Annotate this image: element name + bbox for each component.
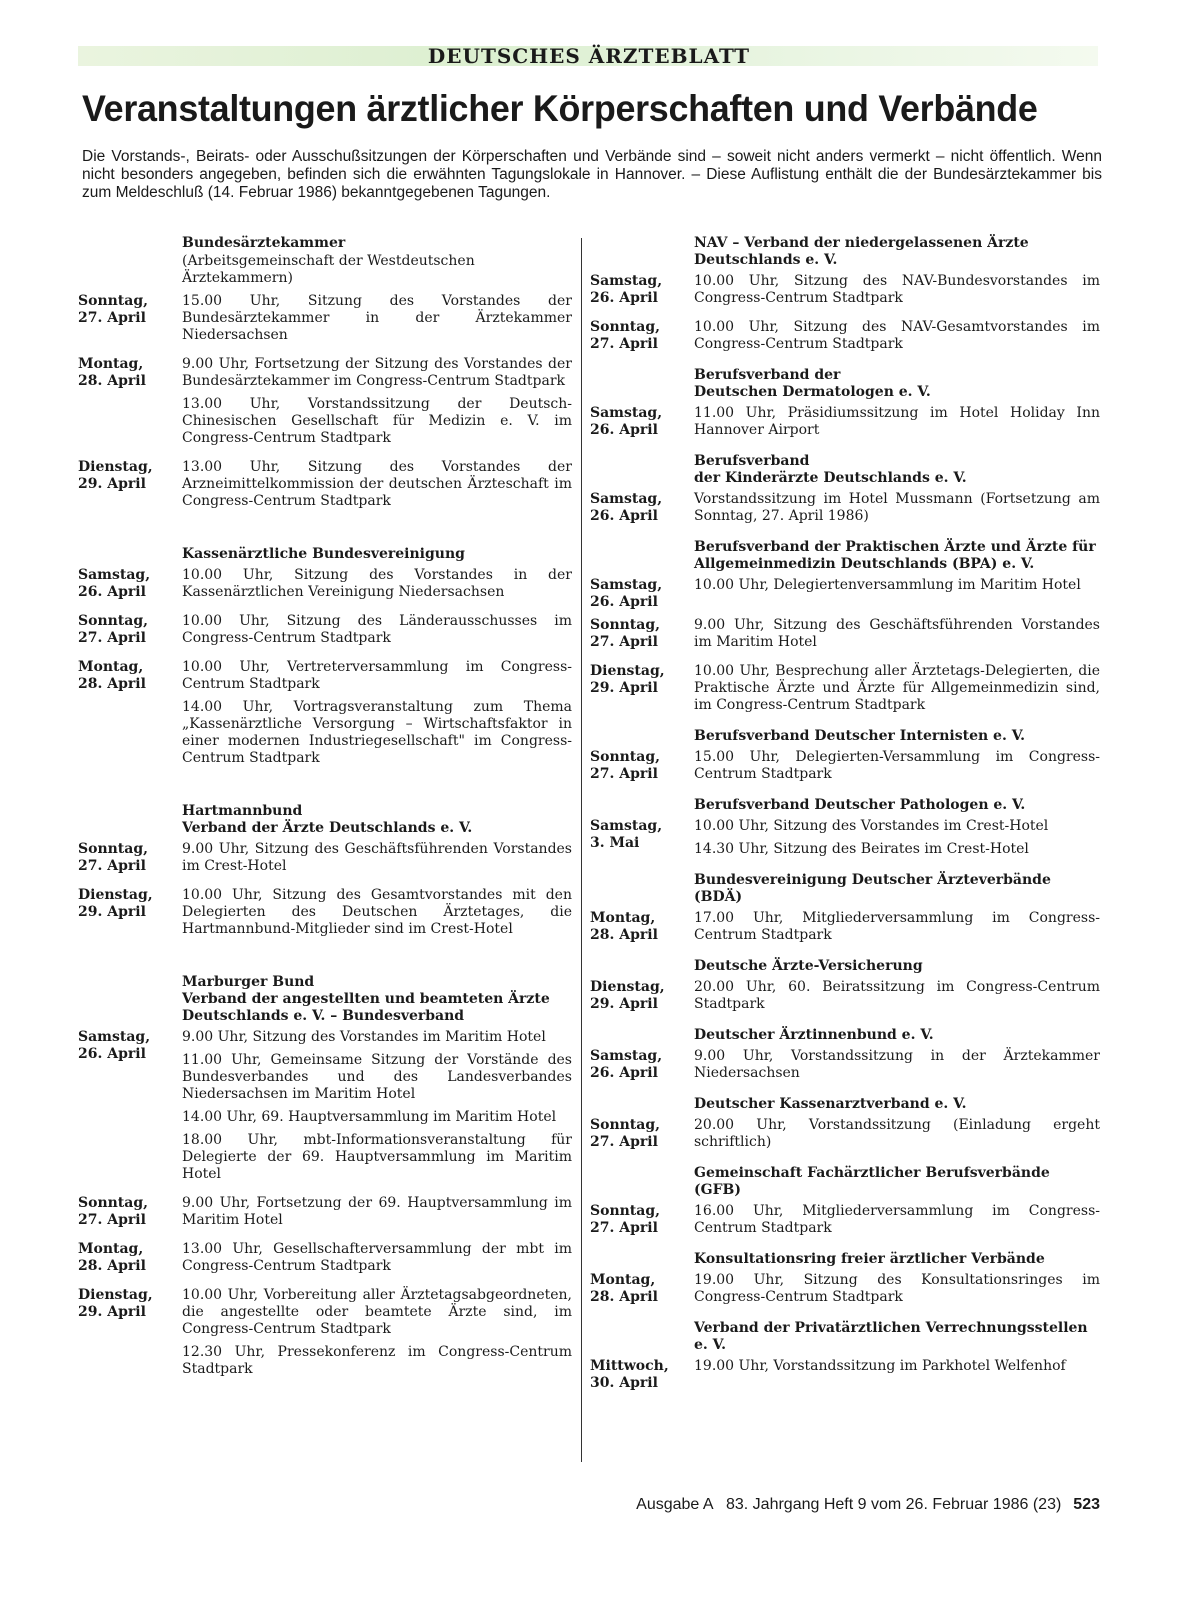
org-section — [78, 974, 572, 1384]
event-item: 9.00 Uhr, Sitzung des Vorstandes im Maritim Hotel — [182, 1029, 546, 1045]
event-entry — [590, 1272, 1100, 1312]
event-date: Samstag, 26. April — [590, 577, 663, 610]
org-section — [590, 1096, 1100, 1157]
column-divider — [581, 238, 582, 1462]
org-section — [590, 1320, 1100, 1392]
org-name: Kassenärztliche Bundesvereinigung — [182, 546, 465, 562]
event-items — [694, 910, 1100, 950]
event-entry — [590, 1358, 1100, 1392]
event-item: 10.00 Uhr, Sitzung des NAV-Bundesvorstandes im Congress-Centrum Stadtpark — [694, 273, 1100, 306]
event-date: Samstag, 3. Mai — [590, 818, 663, 851]
event-entry — [78, 1029, 572, 1189]
event-items — [182, 1287, 572, 1384]
event-entry — [78, 1287, 572, 1384]
event-items — [182, 613, 572, 653]
event-date: Sonntag, 27. April — [590, 1203, 661, 1236]
event-items — [182, 567, 572, 607]
event-item: 10.00 Uhr, Vorbereitung aller Ärztetagsabgeordneten, die angestellte oder beamtete Ärzte sind, im Congress-Centrum Stadtpark — [182, 1287, 572, 1337]
event-item: 14.30 Uhr, Sitzung des Beirates im Crest-Hotel — [694, 841, 1029, 857]
event-item: 10.00 Uhr, Besprechung aller Ärztetags-Delegierten, die Praktische Ärzte und Ärzte für Allgemeinmedizin sind, im Congress-Centrum Stadtpark — [694, 663, 1100, 713]
event-item: 9.00 Uhr, Fortsetzung der Sitzung des Vorstandes der Bundesärztekammer im Congress-Centrum Stadtpark — [182, 356, 572, 389]
event-item: 10.00 Uhr, Vertreterversammlung im Congress-Centrum Stadtpark — [182, 659, 572, 692]
event-item: 9.00 Uhr, Sitzung des Geschäftsführenden Vorstandes im Crest-Hotel — [182, 841, 572, 874]
event-entry — [590, 818, 1100, 864]
event-items — [182, 1195, 572, 1235]
page-number: 523 — [1073, 1496, 1100, 1513]
org-section — [78, 546, 572, 773]
event-items — [694, 1358, 1100, 1392]
intro-paragraph: Die Vorstands-, Beirats- oder Ausschußsitzungen der Körperschaften und Verbände sind – soweit nicht anders vermerkt – nicht öffentlich. Wenn nicht besonders angegeben, befinden sich die erwähnten Tagungslokale in Hannover. – Diese Auflistung enthält die der Bundesärztekammer bis zum Meldeschluß (14. Februar 1986) bekanntgegebenen Tagungen. — [82, 148, 1102, 201]
event-items — [694, 577, 1100, 611]
masthead: DEUTSCHES ÄRZTEBLATT — [427, 44, 751, 68]
org-name: Deutscher Ärztinnenbund e. V. — [694, 1027, 934, 1043]
org-section — [590, 539, 1100, 720]
event-entry — [78, 1241, 572, 1281]
org-section — [590, 235, 1100, 359]
event-items — [694, 1048, 1100, 1088]
section-gap — [78, 781, 572, 803]
org-name: Konsultationsring freier ärztlicher Verbände — [694, 1251, 1045, 1267]
event-item: 14.00 Uhr, Vortragsveranstaltung zum Thema „Kassenärztliche Versorgung – Wirtschaftsfaktor in einer modernen Industriegesellschaft" im Congress-Centrum Stadtpark — [182, 699, 572, 766]
event-date: Montag, 28. April — [590, 910, 658, 943]
event-entry — [590, 1117, 1100, 1157]
event-date: Dienstag, 29. April — [590, 663, 665, 696]
org-name: Berufsverband der Praktischen Ärzte und Ärzte für Allgemeinmedizin Deutschlands (BPA) e. V. — [694, 539, 1096, 572]
event-item: 16.00 Uhr, Mitgliederversammlung im Congress-Centrum Stadtpark — [694, 1203, 1100, 1236]
event-entry — [590, 979, 1100, 1019]
event-item: 20.00 Uhr, Vorstandssitzung (Einladung ergeht schriftlich) — [694, 1117, 1100, 1150]
event-date: Dienstag, 29. April — [590, 979, 665, 1012]
event-items — [182, 887, 572, 944]
event-items — [694, 1203, 1100, 1243]
section-gap — [78, 952, 572, 974]
event-item: 9.00 Uhr, Sitzung des Geschäftsführenden Vorstandes im Maritim Hotel — [694, 617, 1100, 650]
org-name: Verband der Privatärztlichen Verrechnungsstellen e. V. — [694, 1320, 1088, 1353]
event-items — [694, 1272, 1100, 1312]
section-gap — [78, 524, 572, 546]
event-entry — [590, 749, 1100, 789]
event-item: 10.00 Uhr, Sitzung des Vorstandes im Crest-Hotel — [694, 818, 1049, 834]
page-footer — [0, 1496, 1100, 1514]
event-item: 12.30 Uhr, Pressekonferenz im Congress-Centrum Stadtpark — [182, 1344, 572, 1377]
event-date: Samstag, 26. April — [78, 567, 151, 600]
org-section — [78, 803, 572, 944]
event-entry — [78, 567, 572, 607]
event-item: Vorstandssitzung im Hotel Mussmann (Fortsetzung am Sonntag, 27. April 1986) — [694, 491, 1100, 524]
event-entry — [78, 356, 572, 453]
event-entry — [590, 491, 1100, 531]
org-section — [590, 1165, 1100, 1243]
org-section — [590, 453, 1100, 531]
event-item: 10.00 Uhr, Delegiertenversammlung im Maritim Hotel — [694, 577, 1081, 593]
event-entry — [590, 405, 1100, 445]
event-date: Sonntag, 27. April — [78, 841, 149, 874]
org-section — [78, 235, 572, 516]
event-items — [694, 979, 1100, 1019]
org-section — [590, 367, 1100, 445]
event-item: 20.00 Uhr, 60. Beiratssitzung im Congress-Centrum Stadtpark — [694, 979, 1100, 1012]
event-date: Sonntag, 27. April — [590, 617, 661, 650]
event-items — [182, 459, 572, 516]
event-date: Montag, 28. April — [78, 1241, 146, 1274]
event-entry — [590, 1048, 1100, 1088]
event-entry — [78, 293, 572, 350]
org-name: Berufsverband der Kinderärzte Deutschlands e. V. — [694, 453, 967, 486]
event-item: 10.00 Uhr, Sitzung des Vorstandes in der Kassenärztlichen Vereinigung Niedersachsen — [182, 567, 572, 600]
event-items — [182, 356, 572, 453]
org-name: Deutsche Ärzte-Versicherung — [694, 958, 923, 974]
org-name: Deutscher Kassenarztverband e. V. — [694, 1096, 967, 1112]
org-name: NAV – Verband der niedergelassenen Ärzte Deutschlands e. V. — [694, 235, 1029, 268]
event-entry — [590, 319, 1100, 359]
event-item: 14.00 Uhr, 69. Hauptversammlung im Maritim Hotel — [182, 1109, 557, 1125]
event-date: Samstag, 26. April — [590, 1048, 663, 1081]
event-items — [182, 659, 572, 773]
event-items — [694, 319, 1100, 359]
org-subtitle: (Arbeitsgemeinschaft der Westdeutschen Ärztekammern) — [182, 253, 475, 286]
event-date: Sonntag, 27. April — [590, 749, 661, 782]
event-entry — [78, 841, 572, 881]
event-items — [182, 841, 572, 881]
event-item: 13.00 Uhr, Gesellschafterversammlung der mbt im Congress-Centrum Stadtpark — [182, 1241, 572, 1274]
org-name: Berufsverband der Deutschen Dermatologen e. V. — [694, 367, 931, 400]
event-date: Dienstag, 29. April — [78, 1287, 153, 1320]
event-items — [694, 491, 1100, 531]
event-item: 11.00 Uhr, Präsidiumssitzung im Hotel Holiday Inn Hannover Airport — [694, 405, 1100, 438]
event-item: 17.00 Uhr, Mitgliederversammlung im Congress-Centrum Stadtpark — [694, 910, 1100, 943]
event-date: Sonntag, 27. April — [78, 1195, 149, 1228]
event-entry — [78, 613, 572, 653]
event-item: 9.00 Uhr, Vorstandssitzung in der Ärztekammer Niedersachsen — [694, 1048, 1100, 1081]
event-items — [694, 405, 1100, 445]
event-item: 10.00 Uhr, Sitzung des Länderausschusses im Congress-Centrum Stadtpark — [182, 613, 572, 646]
event-items — [694, 617, 1100, 657]
org-name: Berufsverband Deutscher Pathologen e. V. — [694, 797, 1026, 813]
event-date: Mittwoch, 30. April — [590, 1358, 669, 1391]
event-items — [694, 1117, 1100, 1157]
event-date: Sonntag, 27. April — [590, 1117, 661, 1150]
org-section — [590, 1251, 1100, 1312]
event-items — [694, 663, 1100, 720]
event-date: Sonntag, 27. April — [78, 293, 149, 326]
event-date: Sonntag, 27. April — [78, 613, 149, 646]
event-item: 19.00 Uhr, Sitzung des Konsultationsringes im Congress-Centrum Stadtpark — [694, 1272, 1100, 1305]
org-name: Bundesvereinigung Deutscher Ärzteverbände (BDÄ) — [694, 872, 1051, 905]
event-item: 13.00 Uhr, Vorstandssitzung der Deutsch-Chinesischen Gesellschaft für Medizin e. V. im Congress-Centrum Stadtpark — [182, 396, 572, 446]
event-entry — [590, 663, 1100, 720]
event-entry — [590, 910, 1100, 950]
event-entry — [78, 1195, 572, 1235]
org-name: Hartmannbund Verband der Ärzte Deutschlands e. V. — [182, 803, 473, 836]
event-date: Montag, 28. April — [78, 659, 146, 692]
event-entry — [78, 459, 572, 516]
org-section — [590, 1027, 1100, 1088]
event-item: 18.00 Uhr, mbt-Informationsveranstaltung für Delegierte der 69. Hauptversammlung im Maritim Hotel — [182, 1132, 572, 1182]
right-column — [590, 235, 1100, 1400]
event-date: Montag, 28. April — [590, 1272, 658, 1305]
page-title: Veranstaltungen ärztlicher Körperschaften und Verbände — [82, 88, 1038, 129]
left-column — [78, 235, 572, 1392]
event-entry — [590, 577, 1100, 611]
org-section — [590, 728, 1100, 789]
event-date: Dienstag, 29. April — [78, 459, 153, 492]
event-items — [182, 1241, 572, 1281]
event-items — [694, 749, 1100, 789]
event-item: 11.00 Uhr, Gemeinsame Sitzung der Vorstände des Bundesverbandes und des Landesverbandes Niedersachsen im Maritim Hotel — [182, 1052, 572, 1102]
org-section — [590, 958, 1100, 1019]
event-items — [182, 293, 572, 350]
event-date: Samstag, 26. April — [78, 1029, 151, 1062]
event-date: Sonntag, 27. April — [590, 319, 661, 352]
event-date: Dienstag, 29. April — [78, 887, 153, 920]
event-item: 13.00 Uhr, Sitzung des Vorstandes der Arzneimittelkommission der deutschen Ärzteschaft im Congress-Centrum Stadtpark — [182, 459, 572, 509]
event-entry — [590, 1203, 1100, 1243]
event-item: 19.00 Uhr, Vorstandssitzung im Parkhotel Welfenhof — [694, 1358, 1066, 1374]
event-items — [182, 1029, 572, 1189]
event-item: 10.00 Uhr, Sitzung des NAV-Gesamtvorstandes im Congress-Centrum Stadtpark — [694, 319, 1100, 352]
event-item: 10.00 Uhr, Sitzung des Gesamtvorstandes mit den Delegierten des Deutschen Ärztetages, die Hartmannbund-Mitglieder sind im Crest-Hotel — [182, 887, 572, 937]
event-entry — [590, 273, 1100, 313]
event-date: Samstag, 26. April — [590, 273, 663, 306]
event-date: Samstag, 26. April — [590, 491, 663, 524]
event-item: 9.00 Uhr, Fortsetzung der 69. Hauptversammlung im Maritim Hotel — [182, 1195, 572, 1228]
event-items — [694, 818, 1100, 864]
event-date: Montag, 28. April — [78, 356, 146, 389]
event-item: 15.00 Uhr, Delegierten-Versammlung im Congress-Centrum Stadtpark — [694, 749, 1100, 782]
event-entry — [590, 617, 1100, 657]
org-section — [590, 872, 1100, 950]
org-name: Gemeinschaft Fachärztlicher Berufsverbände (GFB) — [694, 1165, 1050, 1198]
event-date: Samstag, 26. April — [590, 405, 663, 438]
event-entry — [78, 887, 572, 944]
org-name: Bundesärztekammer — [182, 235, 346, 251]
org-name: Berufsverband Deutscher Internisten e. V. — [694, 728, 1025, 744]
event-items — [694, 273, 1100, 313]
event-entry — [78, 659, 572, 773]
issue-info: Ausgabe A 83. Jahrgang Heft 9 vom 26. Februar 1986 (23) — [636, 1496, 1062, 1513]
org-section — [590, 797, 1100, 864]
org-name: Marburger Bund Verband der angestellten und beamteten Ärzte Deutschlands e. V. – Bundesverband — [182, 974, 550, 1024]
event-item: 15.00 Uhr, Sitzung des Vorstandes der Bundesärztekammer in der Ärztekammer Niedersachsen — [182, 293, 572, 343]
